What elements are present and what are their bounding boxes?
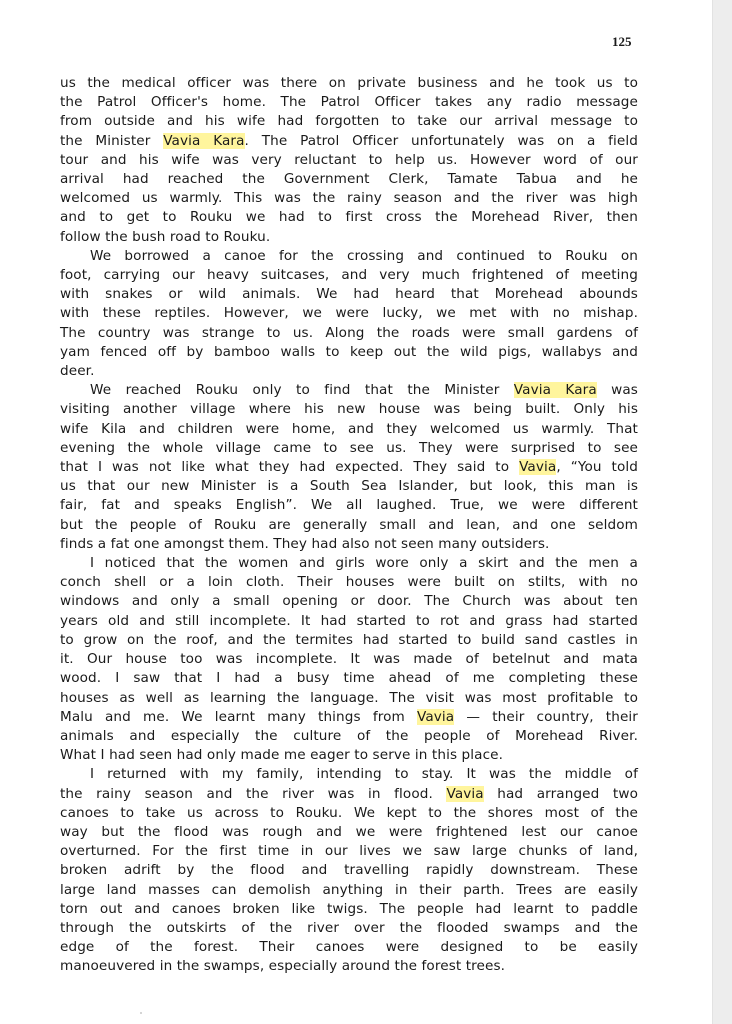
text-line xyxy=(60,324,638,343)
text-segment: Malu and me. We learnt many things from xyxy=(60,708,418,725)
text-segment: us that our new Minister is a South Sea Islander, but look, this man is xyxy=(60,478,638,495)
text-line xyxy=(60,631,638,650)
text-segment: fair, fat and speaks English”. We all laughed. True, we were different xyxy=(60,497,638,514)
text-line xyxy=(60,247,638,266)
text-line xyxy=(60,420,638,439)
text-segment: welcomed us warmly. This was the rainy season and the river was high xyxy=(60,190,638,207)
text-line xyxy=(60,208,638,227)
text-segment: I noticed that the women and girls wore only a skirt and the men a xyxy=(90,555,638,572)
text-segment: the Minister xyxy=(60,132,164,149)
paragraph xyxy=(60,381,638,554)
text-line xyxy=(60,804,638,823)
paragraph xyxy=(60,74,638,247)
text-line xyxy=(60,689,638,708)
text-segment: us the medical officer was there on private business and he took us to xyxy=(60,75,638,91)
text-segment: wood. I saw that I had a busy time ahead of me completing these xyxy=(60,670,638,687)
text-line xyxy=(60,785,638,804)
text-line xyxy=(60,439,638,458)
text-line xyxy=(60,823,638,842)
text-segment: that I was not like what they had expected. They said to xyxy=(60,459,520,476)
text-segment: evening the whole village came to see us. They were surprised to see xyxy=(60,439,638,456)
text-line xyxy=(60,573,638,592)
text-segment: way but the flood was rough and we were frightened lest our canoe xyxy=(60,823,638,840)
text-line xyxy=(60,650,638,669)
text-line xyxy=(60,592,638,611)
text-segment: edge of the forest. Their canoes were designed to be easily xyxy=(60,939,638,956)
scrollbar-track[interactable] xyxy=(712,0,732,1024)
text-line xyxy=(60,919,638,938)
text-line xyxy=(60,746,638,765)
text-line xyxy=(60,669,638,688)
text-segment: and to get to Rouku we had to first cross the Morehead River, then xyxy=(60,209,638,226)
text-segment: through the outskirts of the river over the flooded swamps and the xyxy=(60,919,638,936)
text-line xyxy=(60,400,638,419)
text-segment: . The Patrol Officer unfortunately was on a field xyxy=(244,132,638,149)
scan-speck xyxy=(140,1012,142,1014)
text-line xyxy=(60,612,638,631)
highlighted-name: Vavia xyxy=(417,708,455,725)
text-segment: was xyxy=(596,382,638,399)
text-line xyxy=(60,477,638,496)
text-line xyxy=(60,381,638,400)
text-line xyxy=(60,266,638,285)
text-segment: — their country, their xyxy=(454,708,638,725)
text-segment: conch shell or a loin cloth. Their houses were built on stilts, with no xyxy=(60,574,638,591)
text-segment: but the people of Rouku are generally small and lean, and one seldom xyxy=(60,516,638,533)
body-text xyxy=(60,74,638,977)
text-line xyxy=(60,132,638,151)
text-segment: canoes to take us across to Rouku. We kept to the shores most of the xyxy=(60,804,638,821)
text-line xyxy=(60,957,638,976)
text-line xyxy=(60,304,638,323)
text-line xyxy=(60,189,638,208)
text-line xyxy=(60,285,638,304)
text-line xyxy=(60,170,638,189)
paragraph xyxy=(60,554,638,765)
text-line xyxy=(60,74,638,93)
text-segment: visiting another village where his new house was being built. Only his xyxy=(60,401,638,418)
text-segment: large land masses can demolish anything in their parth. Trees are easily xyxy=(60,881,638,898)
text-segment: broken adrift by the flood and travelling rapidly downstream. These xyxy=(60,862,638,879)
text-segment: What I had seen had only made me eager to serve in this place. xyxy=(60,747,504,764)
text-segment: finds a fat one amongst them. They had also not seen many outsiders. xyxy=(60,535,550,552)
paragraph xyxy=(60,247,638,381)
text-line xyxy=(60,343,638,362)
text-line xyxy=(60,112,638,131)
text-segment: with snakes or wild animals. We had heard that Morehead abounds xyxy=(60,286,638,303)
text-segment: with these reptiles. However, we were lucky, we met with no mishap. xyxy=(60,305,638,322)
text-line xyxy=(60,938,638,957)
text-line xyxy=(60,900,638,919)
text-segment: overturned. For the first time in our lives we saw large chunks of land, xyxy=(60,843,638,860)
text-line xyxy=(60,708,638,727)
text-segment: the Patrol Officer's home. The Patrol Officer takes any radio message xyxy=(60,94,638,111)
text-line xyxy=(60,458,638,477)
text-segment: animals and especially the culture of the people of Morehead River. xyxy=(60,727,638,744)
text-line xyxy=(60,861,638,880)
highlighted-name: Vavia Kara xyxy=(513,382,597,399)
text-segment: manoeuvered in the swamps, especially around the forest trees. xyxy=(60,958,506,975)
text-segment: it. Our house too was incomplete. It was made of betelnut and mata xyxy=(60,651,638,668)
text-segment: torn out and canoes broken like twigs. The people had learnt to paddle xyxy=(60,900,638,917)
text-segment: years old and still incomplete. It had started to rot and grass had started xyxy=(60,612,638,629)
highlighted-name: Vavia xyxy=(446,785,484,802)
highlighted-name: Vavia xyxy=(519,459,557,476)
text-line xyxy=(60,151,638,170)
highlighted-name: Vavia Kara xyxy=(163,132,245,149)
text-segment: had arranged two xyxy=(483,785,638,802)
text-line xyxy=(60,93,638,112)
text-line xyxy=(60,842,638,861)
text-segment: yam fenced off by bamboo walls to keep out the wild pigs, wallabys and xyxy=(60,343,638,360)
text-segment: deer. xyxy=(60,363,95,380)
paragraph xyxy=(60,765,638,976)
text-line xyxy=(60,535,638,554)
text-segment: windows and only a small opening or door. The Church was about ten xyxy=(60,593,638,610)
text-segment: , “You told xyxy=(556,459,638,476)
text-line xyxy=(60,516,638,535)
text-segment: to grow on the roof, and the termites had started to build sand castles in xyxy=(60,631,638,648)
text-line xyxy=(60,727,638,746)
text-segment: foot, carrying our heavy suitcases, and very much frightened of meeting xyxy=(60,267,638,284)
text-segment: We borrowed a canoe for the crossing and continued to Rouku on xyxy=(90,247,638,264)
text-segment: from outside and his wife had forgotten to take our arrival message to xyxy=(60,113,638,130)
text-segment: follow the bush road to Rouku. xyxy=(60,228,271,245)
text-line xyxy=(60,362,638,381)
text-line xyxy=(60,881,638,900)
text-segment: wife Kila and children were home, and they welcomed us warmly. That xyxy=(60,420,638,437)
text-segment: arrival had reached the Government Clerk, Tamate Tabua and he xyxy=(60,171,638,188)
text-segment: houses as well as learning the language. The visit was most profitable to xyxy=(60,689,638,706)
text-segment: The country was strange to us. Along the roads were small gardens of xyxy=(60,324,638,341)
page-number: 125 xyxy=(612,34,632,49)
text-line xyxy=(60,765,638,784)
text-segment: tour and his wife was very reluctant to help us. However word of our xyxy=(60,151,638,168)
text-segment: the rainy season and the river was in flood. xyxy=(60,785,447,802)
text-line xyxy=(60,228,638,247)
text-segment: We reached Rouku only to find that the Minister xyxy=(90,382,514,399)
text-segment: I returned with my family, intending to stay. It was the middle of xyxy=(90,766,638,783)
text-line xyxy=(60,496,638,515)
text-line xyxy=(60,554,638,573)
